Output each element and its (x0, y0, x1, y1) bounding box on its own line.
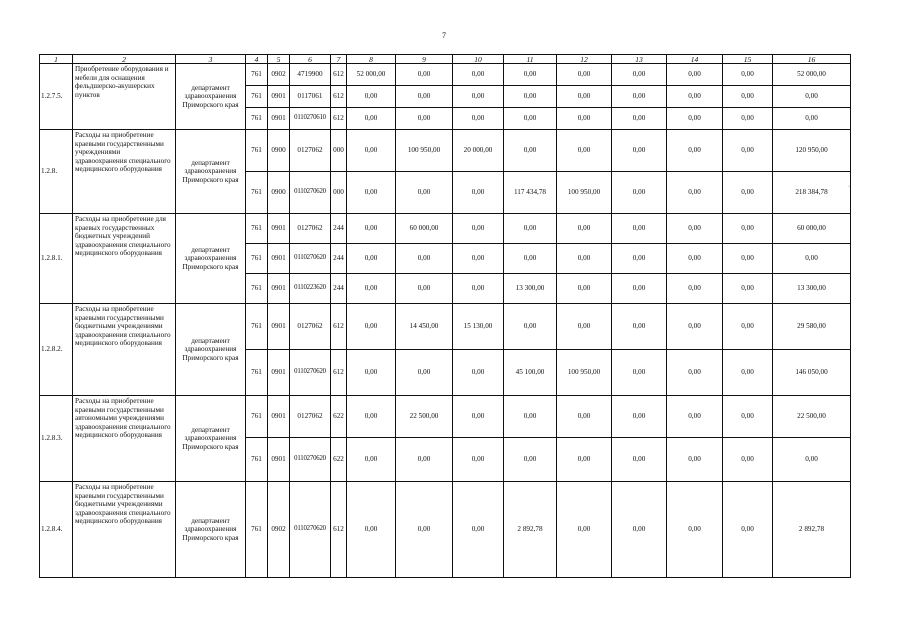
responsible-executor: департамент здравоохранения Приморского края (176, 482, 246, 578)
item-description: Приобретение оборудования и мебели для оснащения фельдшерско-акушерских пунктов (73, 64, 176, 130)
value-cell: 0,00 (453, 214, 504, 244)
value-cell: 0110270620 (290, 350, 331, 396)
responsible-executor: департамент здравоохранения Приморского края (176, 304, 246, 396)
value-cell: 0901 (268, 214, 290, 244)
value-cell: 0,00 (773, 438, 851, 482)
value-cell: 0,00 (667, 244, 723, 274)
value-cell: 0,00 (347, 244, 396, 274)
value-cell: 0,00 (504, 64, 557, 86)
value-cell: 0,00 (612, 304, 667, 350)
table-row (40, 482, 851, 578)
value-cell: 0,00 (667, 350, 723, 396)
value-cell: 0,00 (612, 214, 667, 244)
value-cell: 0110270620 (290, 244, 331, 274)
value-cell: 0,00 (723, 214, 773, 244)
value-cell: 0902 (268, 64, 290, 86)
column-header: 13 (612, 55, 667, 64)
value-cell: 0,00 (612, 438, 667, 482)
value-cell: 244 (331, 244, 347, 274)
value-cell: 0901 (268, 274, 290, 304)
value-cell: 0,00 (453, 172, 504, 214)
value-cell: 0,00 (667, 482, 723, 578)
value-cell: 0,00 (723, 482, 773, 578)
value-cell: 0,00 (453, 396, 504, 438)
value-cell: 117 434,78 (504, 172, 557, 214)
value-cell: 100 950,00 (557, 172, 612, 214)
responsible-executor: департамент здравоохранения Приморского края (176, 396, 246, 482)
value-cell: 0110270620 (290, 438, 331, 482)
value-cell: 761 (246, 86, 268, 108)
value-cell: 0902 (268, 482, 290, 578)
value-cell: 0,00 (723, 438, 773, 482)
value-cell: 0,00 (612, 274, 667, 304)
value-cell: 0,00 (347, 274, 396, 304)
value-cell: 761 (246, 214, 268, 244)
value-cell: 0,00 (612, 350, 667, 396)
column-header: 1 (40, 55, 73, 64)
value-cell: 0,00 (723, 86, 773, 108)
value-cell: 13 300,00 (504, 274, 557, 304)
value-cell: 244 (331, 274, 347, 304)
value-cell: 0,00 (347, 214, 396, 244)
value-cell: 0,00 (612, 64, 667, 86)
value-cell: 0,00 (453, 438, 504, 482)
table-row (40, 64, 851, 86)
value-cell: 0,00 (557, 86, 612, 108)
value-cell: 0,00 (453, 64, 504, 86)
value-cell: 52 000,00 (347, 64, 396, 86)
value-cell: 0127062 (290, 304, 331, 350)
value-cell: 52 000,00 (773, 64, 851, 86)
value-cell: 0,00 (557, 482, 612, 578)
value-cell: 761 (246, 108, 268, 130)
value-cell: 0,00 (723, 396, 773, 438)
responsible-executor: департамент здравоохранения Приморского края (176, 64, 246, 130)
value-cell: 0,00 (723, 350, 773, 396)
value-cell: 761 (246, 244, 268, 274)
value-cell: 0,00 (612, 396, 667, 438)
value-cell: 0,00 (347, 438, 396, 482)
value-cell: 612 (331, 350, 347, 396)
value-cell: 0,00 (773, 86, 851, 108)
value-cell: 0,00 (557, 64, 612, 86)
value-cell: 0,00 (723, 130, 773, 172)
value-cell: 761 (246, 304, 268, 350)
value-cell: 0,00 (453, 350, 504, 396)
value-cell: 0,00 (396, 172, 453, 214)
value-cell: 2 892,78 (773, 482, 851, 578)
item-number: 1.2.8. (40, 130, 73, 214)
column-header: 12 (557, 55, 612, 64)
value-cell: 22 500,00 (773, 396, 851, 438)
value-cell: 100 950,00 (396, 130, 453, 172)
value-cell: 0110270610 (290, 108, 331, 130)
value-cell: 0,00 (347, 86, 396, 108)
item-number: 1.2.7.5. (40, 64, 73, 130)
value-cell: 0,00 (557, 274, 612, 304)
value-cell: 0,00 (667, 304, 723, 350)
column-header: 7 (331, 55, 347, 64)
value-cell: 0901 (268, 396, 290, 438)
value-cell: 0,00 (557, 438, 612, 482)
value-cell: 0,00 (504, 86, 557, 108)
value-cell: 0,00 (667, 438, 723, 482)
value-cell: 0117061 (290, 86, 331, 108)
value-cell: 0,00 (667, 172, 723, 214)
value-cell: 60 000,00 (396, 214, 453, 244)
value-cell: 0127062 (290, 396, 331, 438)
value-cell: 0,00 (667, 64, 723, 86)
column-header: 2 (73, 55, 176, 64)
value-cell: 0,00 (667, 396, 723, 438)
value-cell: 0,00 (667, 130, 723, 172)
value-cell: 0,00 (504, 108, 557, 130)
value-cell: 0901 (268, 86, 290, 108)
value-cell: 20 000,00 (453, 130, 504, 172)
value-cell: 0,00 (347, 172, 396, 214)
value-cell: 0901 (268, 438, 290, 482)
item-description: Расходы на приобретение краевыми государственными бюджетными учреждениями здравоохранения специального медицинского оборудования (73, 304, 176, 396)
value-cell: 612 (331, 64, 347, 86)
value-cell: 0,00 (453, 274, 504, 304)
value-cell: 0,00 (557, 304, 612, 350)
value-cell: 761 (246, 64, 268, 86)
value-cell: 218 384,78 (773, 172, 851, 214)
value-cell: 0901 (268, 244, 290, 274)
value-cell: 0110270620 (290, 482, 331, 578)
value-cell: 0110223620 (290, 274, 331, 304)
value-cell: 100 950,00 (557, 350, 612, 396)
value-cell: 0,00 (453, 108, 504, 130)
value-cell: 13 300,00 (773, 274, 851, 304)
value-cell: 0,00 (667, 86, 723, 108)
budget-table (39, 54, 851, 578)
value-cell: 0,00 (453, 86, 504, 108)
value-cell: 0,00 (667, 274, 723, 304)
value-cell: 0,00 (612, 172, 667, 214)
value-cell: 0,00 (453, 244, 504, 274)
value-cell: 0,00 (347, 396, 396, 438)
value-cell: 29 580,00 (773, 304, 851, 350)
value-cell: 0,00 (557, 108, 612, 130)
value-cell: 0901 (268, 108, 290, 130)
value-cell: 0,00 (396, 438, 453, 482)
value-cell: 761 (246, 130, 268, 172)
scan-mark: · (848, 184, 850, 190)
value-cell: 761 (246, 350, 268, 396)
value-cell: 0,00 (504, 304, 557, 350)
value-cell: 0,00 (723, 244, 773, 274)
value-cell: 0,00 (723, 274, 773, 304)
value-cell: 0,00 (504, 130, 557, 172)
value-cell: 0,00 (396, 482, 453, 578)
value-cell: 15 130,00 (453, 304, 504, 350)
value-cell: 0,00 (347, 304, 396, 350)
value-cell: 0,00 (612, 482, 667, 578)
column-header: 9 (396, 55, 453, 64)
value-cell: 000 (331, 172, 347, 214)
value-cell: 0,00 (612, 244, 667, 274)
value-cell: 761 (246, 438, 268, 482)
value-cell: 612 (331, 304, 347, 350)
value-cell: 2 892,78 (504, 482, 557, 578)
value-cell: 0,00 (723, 64, 773, 86)
column-header: 11 (504, 55, 557, 64)
item-description: Расходы на приобретение краевыми государственными учреждениями здравоохранения специального медицинского оборудования (73, 130, 176, 214)
value-cell: 622 (331, 438, 347, 482)
table-row (40, 396, 851, 438)
value-cell: 612 (331, 86, 347, 108)
value-cell: 761 (246, 396, 268, 438)
value-cell: 45 100,00 (504, 350, 557, 396)
value-cell: 0,00 (396, 86, 453, 108)
value-cell: 0,00 (396, 64, 453, 86)
responsible-executor: департамент здравоохранения Приморского края (176, 214, 246, 304)
value-cell: 0,00 (723, 304, 773, 350)
value-cell: 0127062 (290, 130, 331, 172)
value-cell: 22 500,00 (396, 396, 453, 438)
column-header: 5 (268, 55, 290, 64)
table-row (40, 130, 851, 172)
item-description: Расходы на приобретение краевыми государственными автономными учреждениями здравоохранения специального медицинского оборудования (73, 396, 176, 482)
value-cell: 4719900 (290, 64, 331, 86)
header-row (40, 55, 851, 64)
value-cell: 244 (331, 214, 347, 244)
value-cell: 0127062 (290, 214, 331, 244)
value-cell: 761 (246, 274, 268, 304)
value-cell: 612 (331, 108, 347, 130)
value-cell: 0,00 (504, 438, 557, 482)
value-cell: 0,00 (347, 108, 396, 130)
item-number: 1.2.8.1. (40, 214, 73, 304)
value-cell: 146 050,00 (773, 350, 851, 396)
value-cell: 0,00 (612, 86, 667, 108)
value-cell: 0901 (268, 350, 290, 396)
value-cell: 0,00 (557, 214, 612, 244)
value-cell: 0,00 (612, 108, 667, 130)
value-cell: 000 (331, 130, 347, 172)
value-cell: 761 (246, 482, 268, 578)
value-cell: 0,00 (453, 482, 504, 578)
item-number: 1.2.8.2. (40, 304, 73, 396)
value-cell: 0110270620 (290, 172, 331, 214)
column-header: 6 (290, 55, 331, 64)
value-cell: 60 000,00 (773, 214, 851, 244)
value-cell: 0,00 (347, 350, 396, 396)
value-cell: 0900 (268, 172, 290, 214)
column-header: 8 (347, 55, 396, 64)
column-header: 16 (773, 55, 851, 64)
value-cell: 0,00 (557, 130, 612, 172)
value-cell: 0,00 (504, 396, 557, 438)
value-cell: 0,00 (504, 214, 557, 244)
value-cell: 0,00 (504, 244, 557, 274)
value-cell: 120 950,00 (773, 130, 851, 172)
column-header: 4 (246, 55, 268, 64)
value-cell: 0,00 (396, 274, 453, 304)
value-cell: 622 (331, 396, 347, 438)
value-cell: 0,00 (347, 130, 396, 172)
value-cell: 0,00 (396, 350, 453, 396)
value-cell: 0901 (268, 304, 290, 350)
item-number: 1.2.8.3. (40, 396, 73, 482)
value-cell: 0,00 (347, 482, 396, 578)
value-cell: 0,00 (667, 214, 723, 244)
value-cell: 0,00 (667, 108, 723, 130)
value-cell: 0,00 (723, 172, 773, 214)
value-cell: 612 (331, 482, 347, 578)
value-cell: 0,00 (557, 244, 612, 274)
item-number: 1.2.8.4. (40, 482, 73, 578)
column-header: 15 (723, 55, 773, 64)
value-cell: 761 (246, 172, 268, 214)
responsible-executor: департамент здравоохранения Приморского края (176, 130, 246, 214)
value-cell: 0,00 (773, 244, 851, 274)
value-cell: 0,00 (396, 244, 453, 274)
column-header: 10 (453, 55, 504, 64)
value-cell: 0,00 (396, 108, 453, 130)
item-description: Расходы на приобретение для краевых государственных бюджетных учреждений здравоохранения специального медицинского оборудования (73, 214, 176, 304)
page-number: 7 (442, 31, 446, 40)
value-cell: 14 450,00 (396, 304, 453, 350)
item-description: Расходы на приобретение краевыми государственными бюджетными учреждениями здравоохранения специального медицинского оборудования (73, 482, 176, 578)
value-cell: 0,00 (723, 108, 773, 130)
value-cell: 0,00 (612, 130, 667, 172)
value-cell: 0,00 (557, 396, 612, 438)
table-row (40, 214, 851, 244)
column-header: 3 (176, 55, 246, 64)
value-cell: 0,00 (773, 108, 851, 130)
value-cell: 0900 (268, 130, 290, 172)
table-row (40, 304, 851, 350)
column-header: 14 (667, 55, 723, 64)
